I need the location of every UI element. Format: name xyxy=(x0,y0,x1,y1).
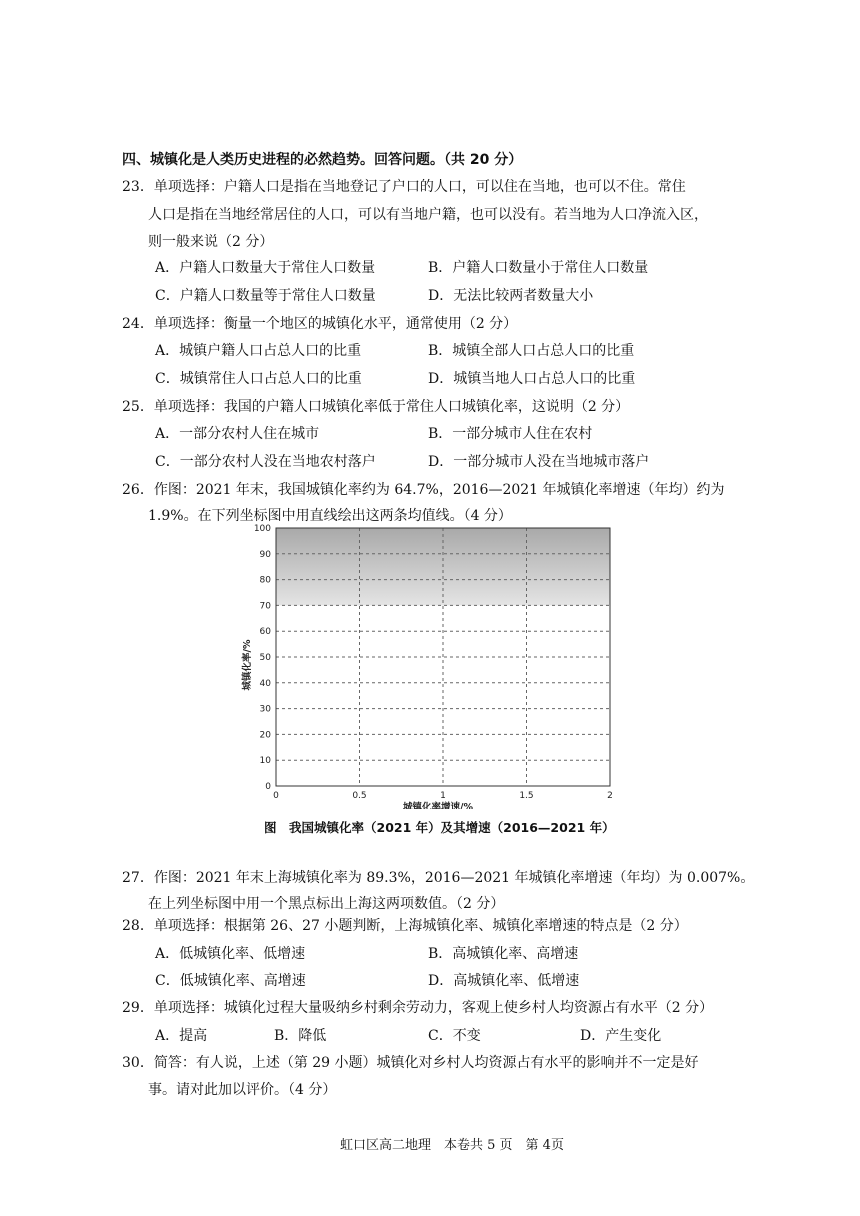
y-tick-label: 90 xyxy=(259,549,271,560)
q29-option-c[interactable]: C．不变 xyxy=(428,1028,481,1044)
y-tick-label: 70 xyxy=(259,601,271,612)
x-tick-label: 1.5 xyxy=(519,791,534,801)
urbanization-chart[interactable] xyxy=(240,524,620,809)
chart-svg[interactable] xyxy=(240,524,620,809)
q28-option-c[interactable]: C．低城镇化率、高增速 xyxy=(155,973,306,989)
q25-option-c[interactable]: C．一部分农村人没在当地农村落户 xyxy=(155,454,376,470)
y-tick-label: 100 xyxy=(253,524,271,534)
y-axis-label: 城镇化率/% xyxy=(242,639,253,691)
q28-stem: 28．单项选择：根据第 26、27 小题判断，上海城镇化率、城镇化率增速的特点是（2 分） xyxy=(122,918,688,934)
y-tick-label: 20 xyxy=(259,730,271,741)
y-tick-label: 30 xyxy=(259,704,271,715)
q25-option-a[interactable]: A．一部分农村人住在城市 xyxy=(155,426,320,442)
q24-option-a[interactable]: A．城镇户籍人口占总人口的比重 xyxy=(155,343,362,359)
q24-option-d[interactable]: D．城镇当地人口占总人口的比重 xyxy=(428,371,636,387)
q24-option-b[interactable]: B．城镇全部人口占总人口的比重 xyxy=(428,343,635,359)
q28-option-d[interactable]: D．高城镇化率、低增速 xyxy=(428,973,580,989)
y-tick-label: 40 xyxy=(259,678,271,689)
q27-stem: 在上列坐标图中用一个黑点标出上海这两项数值。（2 分） xyxy=(148,896,505,912)
q30-stem: 事。请对此加以评价。（4 分） xyxy=(148,1082,337,1098)
section-title: 四、城镇化是人类历史进程的必然趋势。回答问题。（共 20 分） xyxy=(122,152,523,168)
x-tick-label: 0.5 xyxy=(352,791,367,801)
q23-stem: 人口是指在当地经常居住的人口，可以有当地户籍，也可以没有。若当地为人口净流入区， xyxy=(148,207,708,223)
q29-option-d[interactable]: D．产生变化 xyxy=(580,1028,662,1044)
y-tick-label: 0 xyxy=(265,782,271,792)
y-tick-label: 50 xyxy=(259,653,271,663)
q23-stem: 则一般来说（2 分） xyxy=(148,234,274,250)
q23-option-d[interactable]: D．无法比较两者数量大小 xyxy=(428,288,594,304)
q27-stem: 27．作图：2021 年末上海城镇化率为 89.3%，2016—2021 年城镇化率增速（年均）为 0.007%。 xyxy=(122,870,755,886)
q25-option-b[interactable]: B．一部分城市人住在农村 xyxy=(428,426,593,442)
q23-stem: 23．单项选择：户籍人口是指在当地登记了户口的人口，可以住在当地，也可以不住。常住 xyxy=(122,179,686,195)
y-tick-label: 80 xyxy=(259,575,271,586)
q26-stem: 1.9%。在下列坐标图中用直线绘出这两条均值线。（4 分） xyxy=(148,508,512,524)
q29-option-a[interactable]: A．提高 xyxy=(155,1028,208,1044)
q24-option-c[interactable]: C．城镇常住人口占总人口的比重 xyxy=(155,371,362,387)
q30-stem: 30．简答：有人说，上述（第 29 小题）城镇化对乡村人均资源占有水平的影响并不一定是好 xyxy=(122,1055,699,1071)
q29-option-b[interactable]: B．降低 xyxy=(274,1028,327,1044)
x-tick-label: 1 xyxy=(440,791,446,801)
q28-option-b[interactable]: B．高城镇化率、高增速 xyxy=(428,946,579,962)
q25-option-d[interactable]: D．一部分城市人没在当地城市落户 xyxy=(428,454,650,470)
page-footer: 虹口区高二地理 本卷共 5 页 第 4页 xyxy=(340,1138,564,1153)
q24-stem: 24．单项选择：衡量一个地区的城镇化水平，通常使用（2 分） xyxy=(122,316,518,332)
x-axis-label: 城镇化率增速/% xyxy=(403,802,473,809)
q23-option-a[interactable]: A．户籍人口数量大于常住人口数量 xyxy=(155,260,376,276)
x-tick-label: 2 xyxy=(607,791,613,801)
q28-option-a[interactable]: A．低城镇化率、低增速 xyxy=(155,946,306,962)
q29-stem: 29．单项选择：城镇化过程大量吸纳乡村剩余劳动力，客观上使乡村人均资源占有水平（2 分） xyxy=(122,1000,714,1016)
figure-caption: 图 我国城镇化率（2021 年）及其增速（2016—2021 年） xyxy=(264,820,615,835)
q23-option-b[interactable]: B．户籍人口数量小于常住人口数量 xyxy=(428,260,649,276)
x-tick-label: 0 xyxy=(273,791,279,801)
q25-stem: 25．单项选择：我国的户籍人口城镇化率低于常住人口城镇化率，这说明（2 分） xyxy=(122,399,630,415)
q23-option-c[interactable]: C．户籍人口数量等于常住人口数量 xyxy=(155,288,376,304)
q26-stem: 26．作图：2021 年末，我国城镇化率约为 64.7%，2016—2021 年城镇化率增速（年均）约为 xyxy=(122,482,725,498)
y-tick-label: 10 xyxy=(259,756,271,767)
y-tick-label: 60 xyxy=(259,627,271,638)
